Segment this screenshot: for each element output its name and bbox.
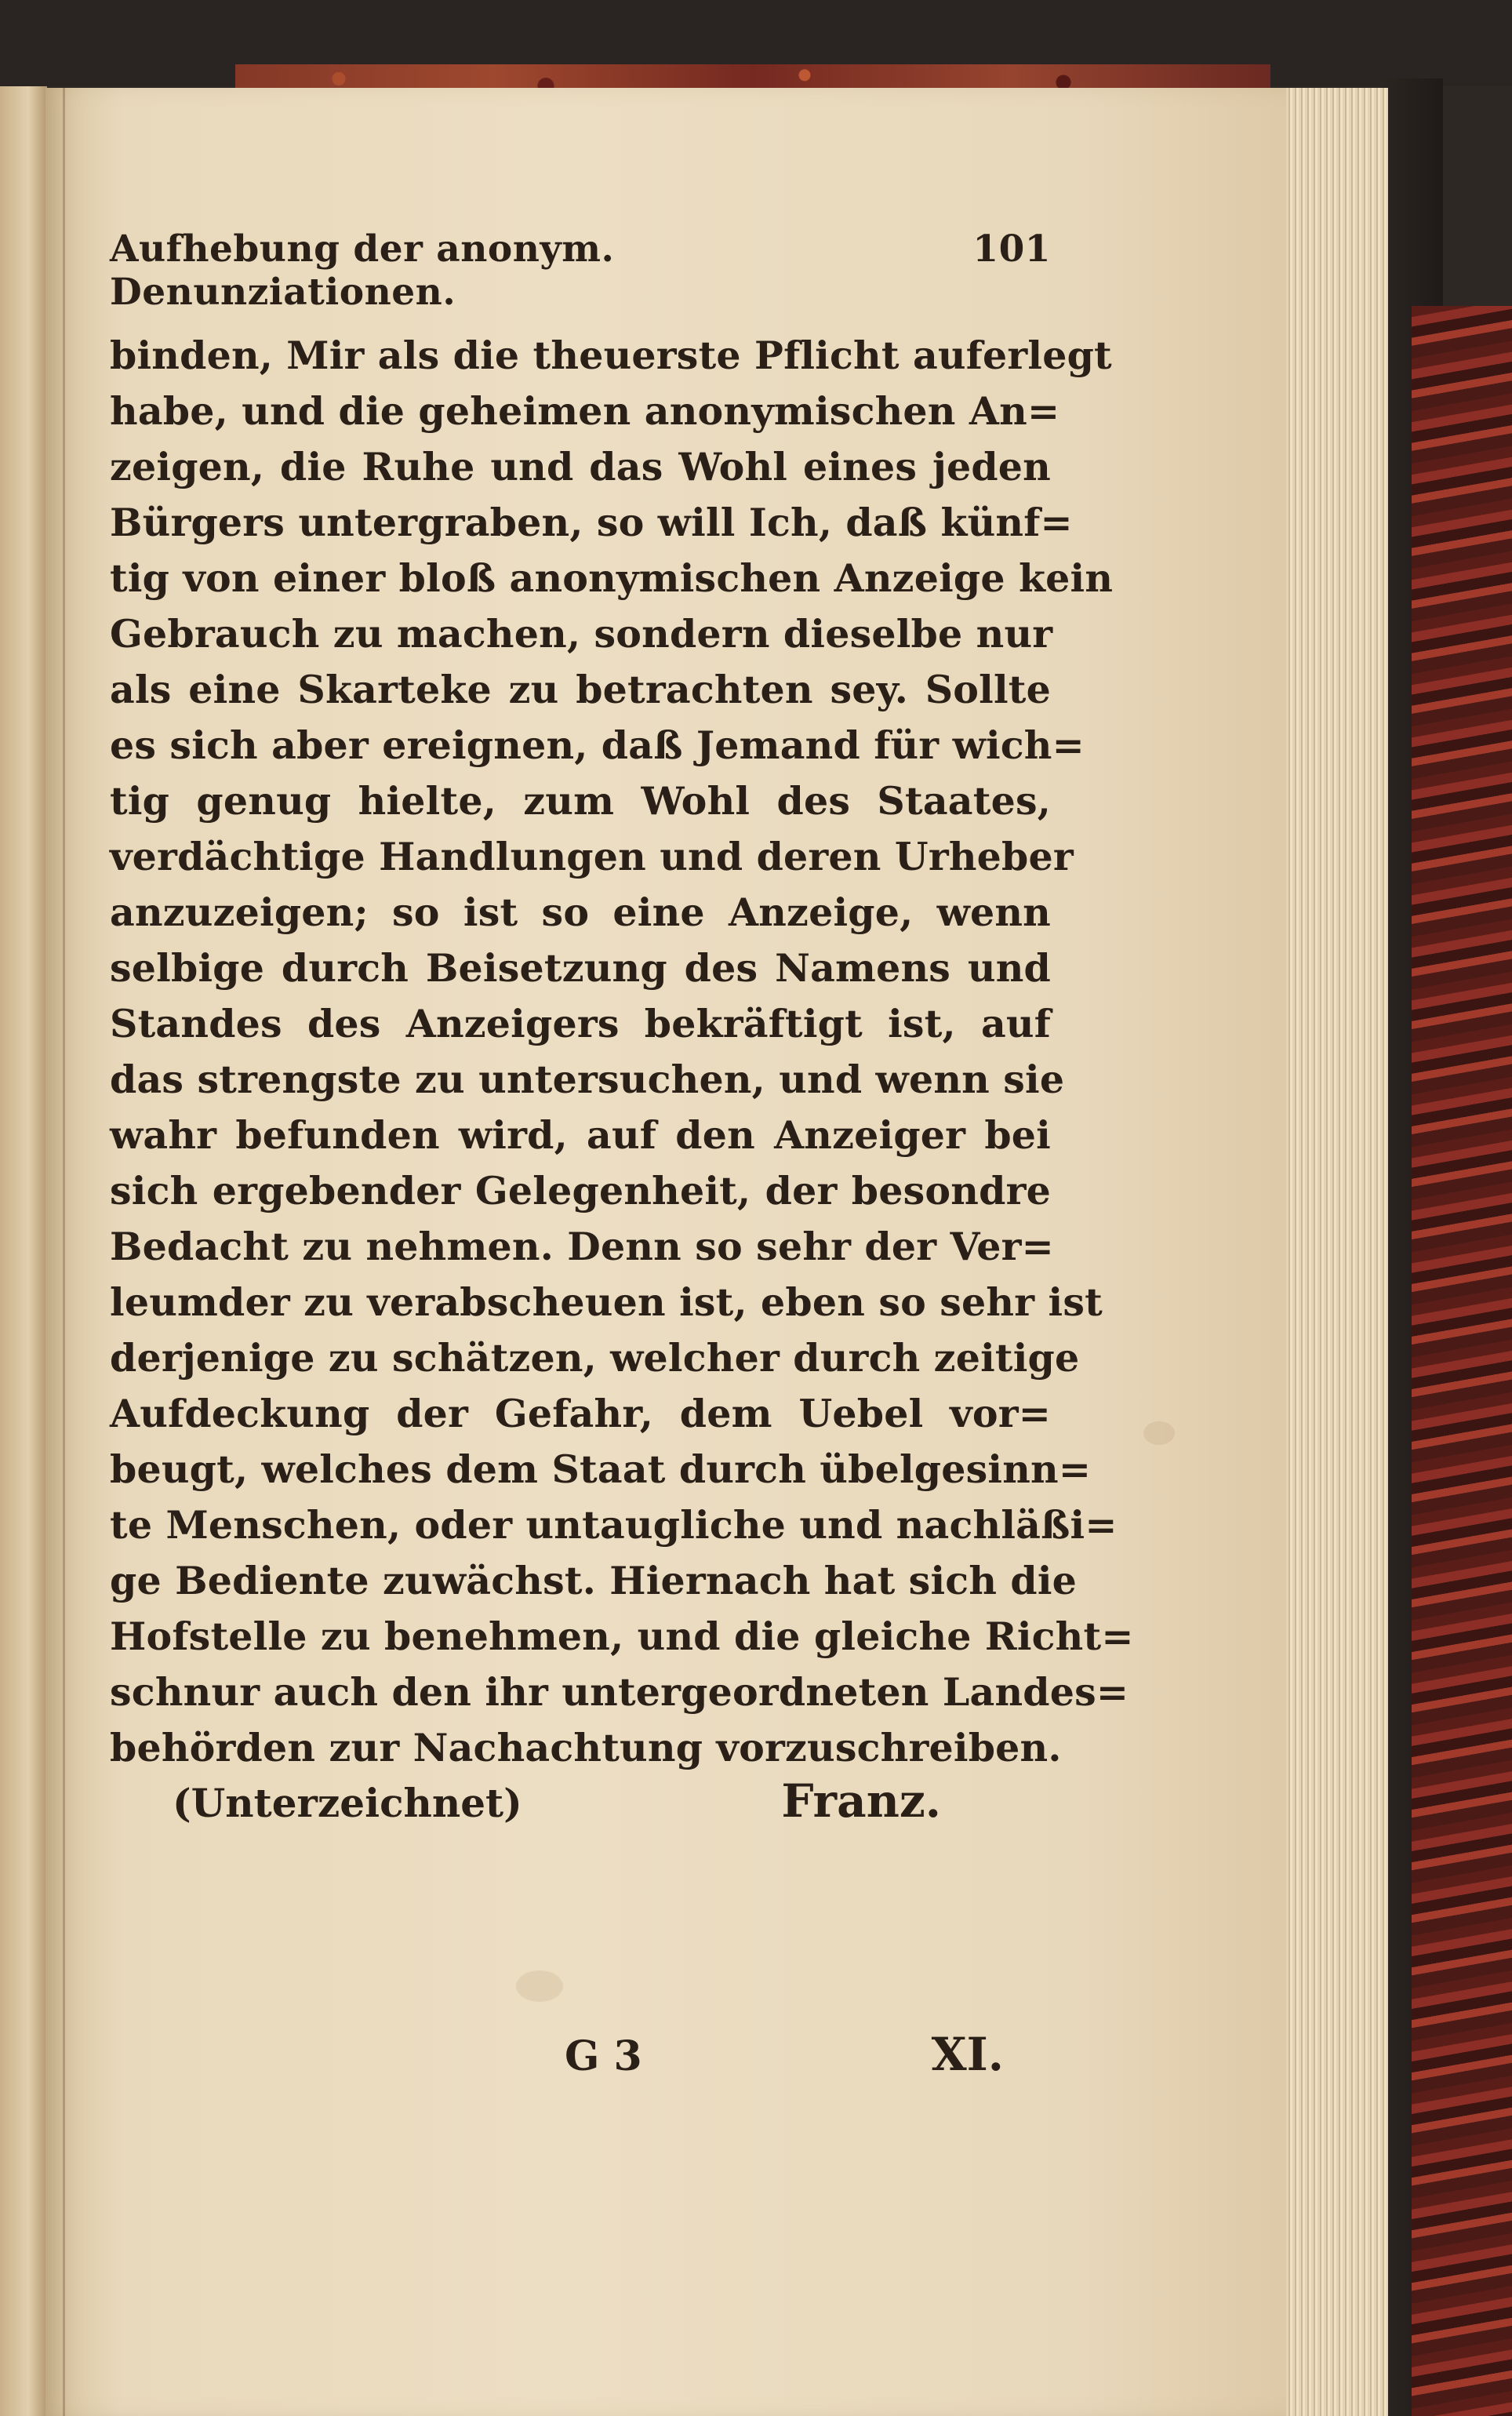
gutter-fold (63, 88, 65, 2416)
text-line: te Menschen, oder untaugliche und nachläßi= (110, 1502, 1118, 1548)
text-line: zeigen, die Ruhe und das Wohl eines jeden (110, 444, 1051, 489)
text-line: anzuzeigen; so ist so eine Anzeige, wenn (110, 890, 1051, 935)
text-line: Bürgers untergraben, so will Ich, daß künf= (110, 500, 1073, 545)
marbled-board-edge (1412, 306, 1512, 2416)
page-number: 101 (972, 227, 1051, 271)
text-line: habe, und die geheimen anonymischen An= (110, 388, 1060, 434)
body-paragraph (110, 328, 1134, 1776)
text-line: beugt, welches dem Staat durch übelgesinn= (110, 1446, 1092, 1492)
text-line: binden, Mir als die theuerste Pflicht auferlegt (110, 333, 1112, 378)
text-line: leumder zu verabscheuen ist, eben so sehr ist (110, 1279, 1103, 1325)
text-line: Aufdeckung der Gefahr, dem Uebel vor= (110, 1391, 1051, 1436)
text-line: das strengste zu untersuchen, und wenn sie (110, 1057, 1065, 1102)
page-footer (565, 2028, 1004, 2081)
text-line: Gebrauch zu machen, sondern dieselbe nur (110, 611, 1053, 657)
text-line: ge Bediente zuwächst. Hiernach hat sich die (110, 1558, 1078, 1603)
catchword: XI. (931, 2028, 1004, 2081)
text-line: Standes des Anzeigers bekräftigt ist, auf (110, 1001, 1051, 1046)
text-line: es sich aber ereignen, daß Jemand für wich= (110, 722, 1085, 768)
text-line: behörden zur Nachachtung vorzuschreiben. (110, 1725, 1062, 1770)
running-head-title: Aufhebung der anonym. Denunziationen. (110, 227, 615, 314)
signature-name: Franz. (781, 1774, 941, 1828)
signature-label: (Unterzeichnet) (173, 1780, 522, 1826)
text-line: wahr befunden wird, auf den Anzeiger bei (110, 1112, 1051, 1158)
text-line: Hofstelle zu benehmen, und die gleiche Richt= (110, 1614, 1134, 1659)
text-line: derjenige zu schätzen, welcher durch zeitige (110, 1335, 1080, 1381)
running-head (110, 227, 1051, 314)
page-text (110, 227, 1134, 1776)
text-line: schnur auch den ihr untergeordneten Landes= (110, 1669, 1129, 1715)
text-line: tig genug hielte, zum Wohl des Staates, (110, 778, 1051, 824)
text-line: Bedacht zu nehmen. Denn so sehr der Ver= (110, 1224, 1054, 1269)
facing-page-edge (0, 86, 47, 2416)
signature-line (173, 1774, 957, 1828)
text-line: als eine Skarteke zu betrachten sey. Sollte (110, 667, 1051, 712)
paper-stain (516, 1970, 563, 2002)
text-line: sich ergebender Gelegenheit, der besondre (110, 1168, 1051, 1213)
text-line: verdächtige Handlungen und deren Urheber (110, 834, 1074, 879)
signature-mark: G 3 (565, 2032, 642, 2080)
page-edges (1286, 88, 1388, 2416)
text-line: tig von einer bloß anonymischen Anzeige kein (110, 555, 1114, 601)
paper-stain (1143, 1421, 1175, 1445)
text-line: selbige durch Beisetzung des Namens und (110, 945, 1051, 991)
